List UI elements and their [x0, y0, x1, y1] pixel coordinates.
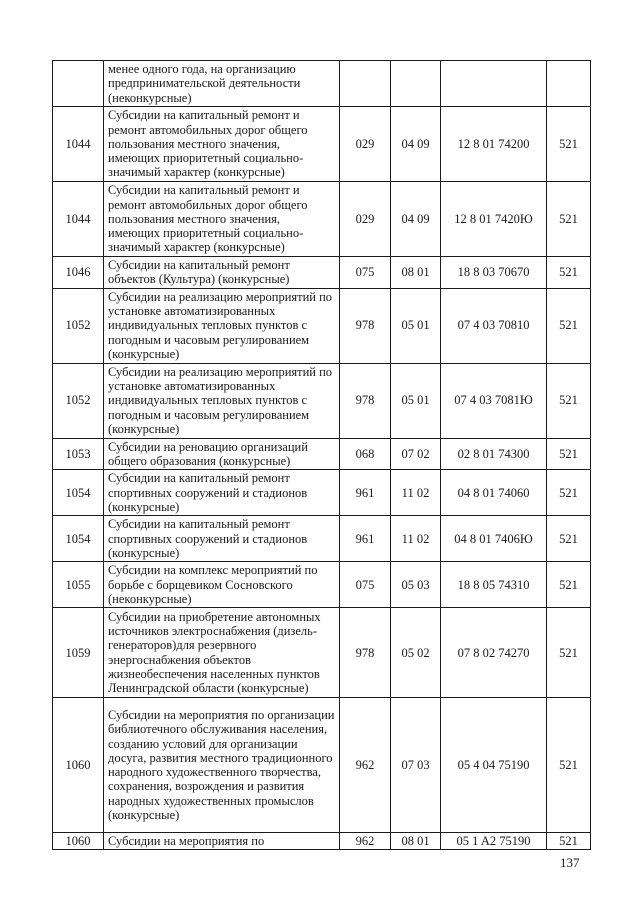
ministry-cell: 962 [340, 698, 391, 833]
table-row [53, 107, 591, 182]
description-cell: Субсидии на капитальный ремонт спортивных сооружений и стадионов (конкурсные) [104, 470, 340, 516]
description-cell: Субсидии на мероприятия по организации библиотечного обслуживания населения, созданию условий для организации досуга, развития местного традиционного народного художественного творчества, сохранения, возрождения и развития народных художественных промыслов (конкурсные) [104, 698, 340, 833]
table-row [53, 257, 591, 289]
code-cell: 1054 [53, 470, 104, 516]
ministry-cell: 075 [340, 257, 391, 289]
target-cell: 04 8 01 74060 [441, 470, 547, 516]
ministry-cell: 961 [340, 470, 391, 516]
description-cell: Субсидии на капитальный ремонт и ремонт автомобильных дорог общего пользования местного значения, имеющих приоритетный социально-значимый характер (конкурсные) [104, 182, 340, 257]
code-cell: 1052 [53, 288, 104, 363]
section-cell [391, 61, 441, 107]
ministry-cell: 029 [340, 182, 391, 257]
description-cell: Субсидии на капитальный ремонт спортивных сооружений и стадионов (конкурсные) [104, 516, 340, 562]
type-cell: 521 [547, 182, 591, 257]
ministry-cell: 962 [340, 833, 391, 850]
target-cell: 05 4 04 75190 [441, 698, 547, 833]
code-cell: 1054 [53, 516, 104, 562]
section-cell: 04 09 [391, 107, 441, 182]
description-cell: Субсидии на реализацию мероприятий по установке автоматизированных индивидуальных тепловых пунктов с погодным и часовым регулированием (конкурсные) [104, 363, 340, 438]
type-cell: 521 [547, 833, 591, 850]
ministry-cell: 978 [340, 363, 391, 438]
section-cell: 07 02 [391, 438, 441, 470]
target-cell [441, 61, 547, 107]
code-cell: 1059 [53, 608, 104, 698]
table-row [53, 698, 591, 833]
description-cell: Субсидии на реновацию организаций общего образования (конкурсные) [104, 438, 340, 470]
target-cell: 07 4 03 7081Ю [441, 363, 547, 438]
section-cell: 05 01 [391, 363, 441, 438]
target-cell: 02 8 01 74300 [441, 438, 547, 470]
ministry-cell: 068 [340, 438, 391, 470]
table-row [53, 562, 591, 608]
table-row [53, 288, 591, 363]
section-cell: 05 03 [391, 562, 441, 608]
section-cell: 08 01 [391, 257, 441, 289]
description-cell: Субсидии на мероприятия по [104, 833, 340, 850]
type-cell: 521 [547, 562, 591, 608]
page-number: 137 [560, 855, 580, 870]
table-row [53, 61, 591, 107]
description-cell: Субсидии на капитальный ремонт объектов (Культура) (конкурсные) [104, 257, 340, 289]
budget-table [52, 60, 591, 850]
target-cell: 07 8 02 74270 [441, 608, 547, 698]
code-cell: 1060 [53, 833, 104, 850]
code-cell [53, 61, 104, 107]
target-cell: 05 1 A2 75190 [441, 833, 547, 850]
description-cell: менее одного года, на организацию предпринимательской деятельности (неконкурсные) [104, 61, 340, 107]
ministry-cell: 961 [340, 516, 391, 562]
ministry-cell: 075 [340, 562, 391, 608]
section-cell: 07 03 [391, 698, 441, 833]
type-cell: 521 [547, 438, 591, 470]
section-cell: 04 09 [391, 182, 441, 257]
type-cell: 521 [547, 470, 591, 516]
code-cell: 1044 [53, 107, 104, 182]
budget-table-body [53, 61, 591, 850]
section-cell: 08 01 [391, 833, 441, 850]
ministry-cell: 978 [340, 608, 391, 698]
type-cell: 521 [547, 698, 591, 833]
ministry-cell: 978 [340, 288, 391, 363]
description-cell: Субсидии на реализацию мероприятий по установке автоматизированных индивидуальных тепловых пунктов с погодным и часовым регулированием (конкурсные) [104, 288, 340, 363]
table-row [53, 470, 591, 516]
type-cell [547, 61, 591, 107]
description-cell: Субсидии на комплекс мероприятий по борьбе с борщевиком Сосновского (неконкурсные) [104, 562, 340, 608]
table-row [53, 608, 591, 698]
section-cell: 05 02 [391, 608, 441, 698]
target-cell: 18 8 05 74310 [441, 562, 547, 608]
target-cell: 04 8 01 7406Ю [441, 516, 547, 562]
description-cell: Субсидии на приобретение автономных источников электроснабжения (дизель-генераторов)для резервного энергоснабжения объектов жизнеобеспечения населенных пунктов Ленинградской области (конкурсные) [104, 608, 340, 698]
code-cell: 1060 [53, 698, 104, 833]
ministry-cell: 029 [340, 107, 391, 182]
type-cell: 521 [547, 288, 591, 363]
table-row [53, 182, 591, 257]
section-cell: 11 02 [391, 470, 441, 516]
table-row [53, 363, 591, 438]
ministry-cell [340, 61, 391, 107]
code-cell: 1052 [53, 363, 104, 438]
code-cell: 1053 [53, 438, 104, 470]
section-cell: 11 02 [391, 516, 441, 562]
table-row [53, 438, 591, 470]
type-cell: 521 [547, 257, 591, 289]
type-cell: 521 [547, 516, 591, 562]
description-cell: Субсидии на капитальный ремонт и ремонт автомобильных дорог общего пользования местного значения, имеющих приоритетный социально-значимый характер (конкурсные) [104, 107, 340, 182]
table-row [53, 833, 591, 850]
target-cell: 12 8 01 7420Ю [441, 182, 547, 257]
code-cell: 1055 [53, 562, 104, 608]
section-cell: 05 01 [391, 288, 441, 363]
code-cell: 1046 [53, 257, 104, 289]
target-cell: 07 4 03 70810 [441, 288, 547, 363]
type-cell: 521 [547, 363, 591, 438]
target-cell: 18 8 03 70670 [441, 257, 547, 289]
table-row [53, 516, 591, 562]
type-cell: 521 [547, 107, 591, 182]
target-cell: 12 8 01 74200 [441, 107, 547, 182]
code-cell: 1044 [53, 182, 104, 257]
type-cell: 521 [547, 608, 591, 698]
